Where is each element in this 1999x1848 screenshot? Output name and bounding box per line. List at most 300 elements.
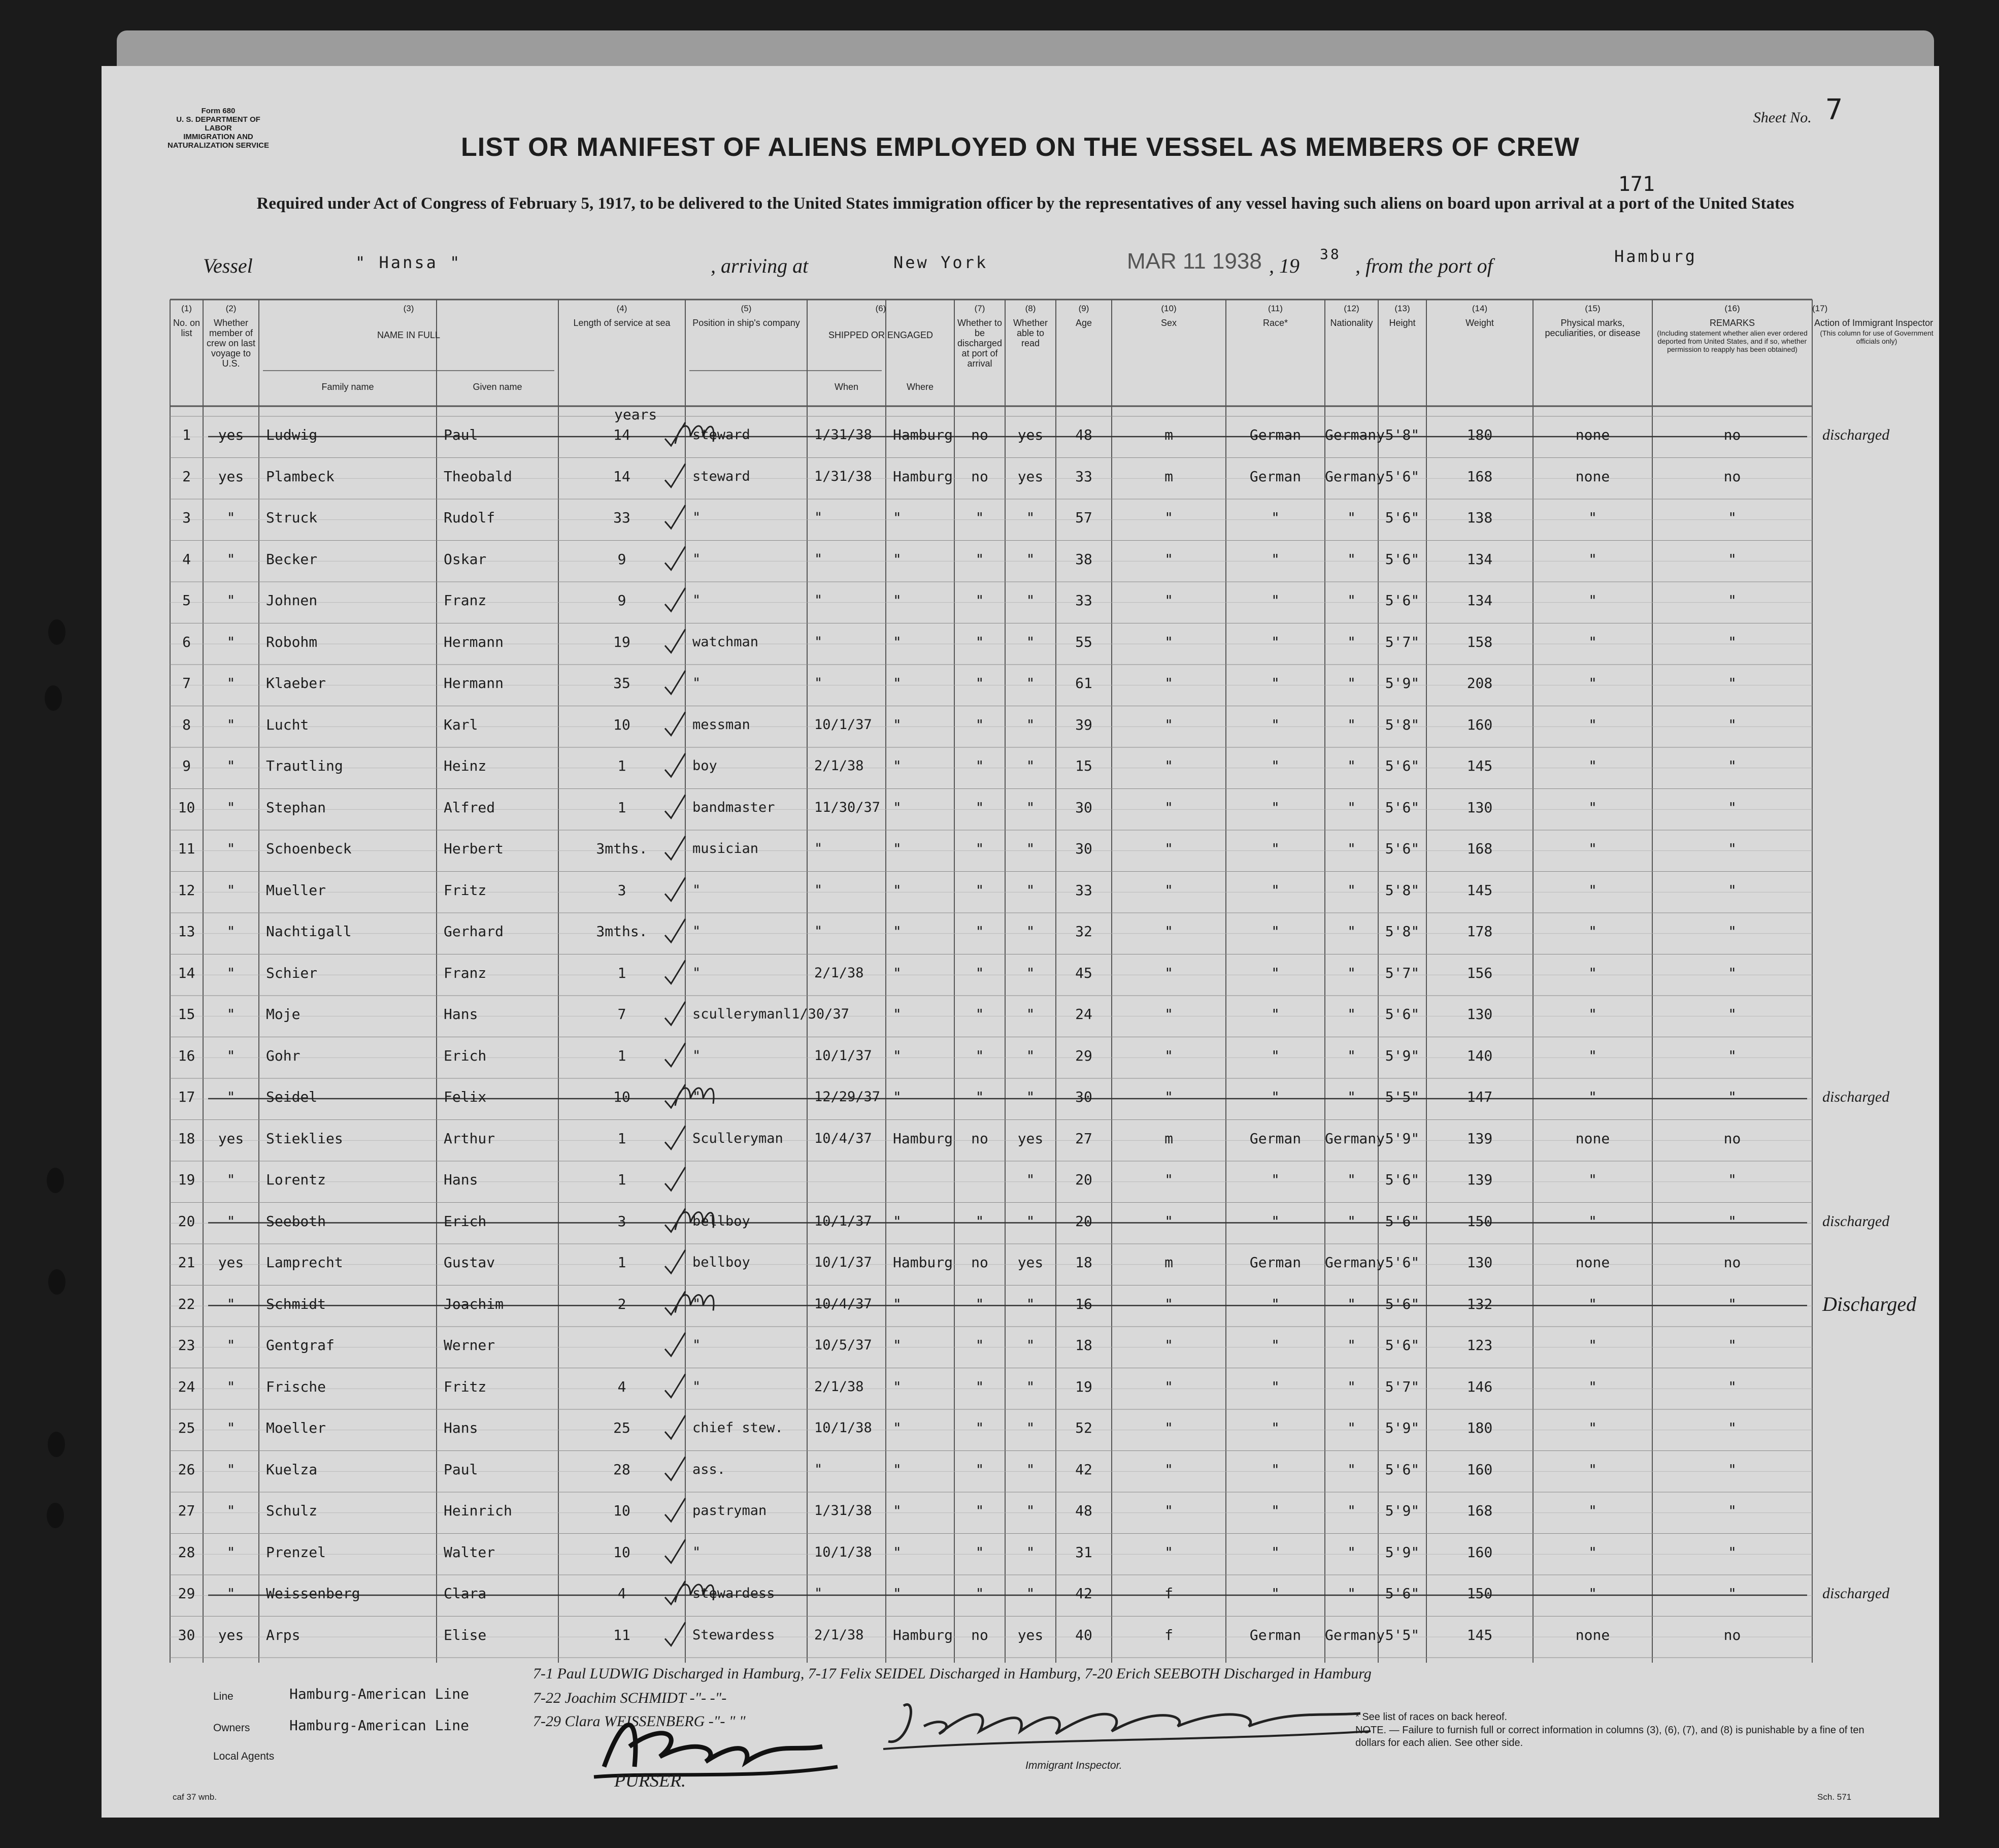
- cell-sex: ": [1164, 716, 1173, 733]
- cell-age: 33: [1075, 592, 1092, 609]
- cell-marks: ": [1588, 799, 1597, 816]
- cell-no: 18: [178, 1130, 195, 1147]
- cell-disch: ": [975, 716, 984, 733]
- column-header: Length of service at sea: [573, 318, 671, 328]
- cell-position: ": [692, 1544, 701, 1560]
- cell-age: 42: [1075, 1585, 1092, 1602]
- cell-weight: 168: [1467, 468, 1493, 485]
- cell-height: 5'6": [1385, 1295, 1420, 1312]
- cell-family: Lamprecht: [266, 1254, 343, 1271]
- cell-disch: ": [975, 1212, 984, 1230]
- cell-position: ": [692, 1378, 701, 1395]
- cell-disch: ": [975, 757, 984, 774]
- punch-hole: [48, 1269, 65, 1295]
- cell-given: Franz: [444, 592, 487, 609]
- column-header: No. on list: [173, 318, 201, 338]
- cell-no: 2: [182, 468, 191, 485]
- cell-read: ": [1026, 1502, 1035, 1519]
- cell-remarks: ": [1728, 881, 1737, 899]
- cell-where: ": [893, 592, 902, 609]
- cell-sex: m: [1164, 468, 1173, 485]
- cell-read: ": [1026, 1420, 1035, 1436]
- cell-last: ": [226, 1585, 236, 1602]
- cell-service: 1: [617, 1047, 626, 1064]
- cell-weight: 147: [1467, 1088, 1493, 1105]
- column-number: (6): [875, 304, 886, 313]
- cell-nat: ": [1347, 1543, 1356, 1561]
- cell-remarks: no: [1723, 1254, 1741, 1271]
- cell-marks: ": [1588, 592, 1597, 609]
- cell-family: Weissenberg: [266, 1585, 360, 1602]
- cell-when: ": [814, 1586, 823, 1601]
- cell-race: ": [1271, 923, 1280, 940]
- cell-given: Hans: [444, 1420, 478, 1436]
- column-header: Nationality: [1330, 318, 1373, 328]
- cell-when: 11/30/37: [814, 799, 881, 815]
- cell-no: 10: [178, 799, 195, 816]
- cell-last: yes: [218, 426, 244, 443]
- cell-race: ": [1271, 1088, 1280, 1105]
- cell-nat: Germany: [1325, 1130, 1385, 1147]
- year-prefix: , 19: [1269, 254, 1300, 277]
- cell-when: 1/31/38: [814, 1503, 872, 1519]
- cell-nat: ": [1347, 592, 1356, 609]
- cell-height: 5'9": [1385, 1130, 1420, 1147]
- cell-service: 3: [617, 1212, 626, 1230]
- column-note: (Including statement whether alien ever ordered deported from United States, and if so, whether permission to reapply has been obtained): [1657, 329, 1808, 353]
- column-number: (15): [1585, 304, 1601, 313]
- column-header: SHIPPED OR ENGAGED: [828, 330, 934, 340]
- column-number: (13): [1394, 304, 1410, 313]
- cell-sex: m: [1164, 1254, 1173, 1271]
- cell-given: Herbert: [444, 840, 504, 857]
- cell-read: ": [1026, 1212, 1035, 1230]
- form-number: Form 680: [201, 107, 236, 115]
- cell-position: bellboy: [692, 1255, 750, 1270]
- cell-family: Johnen: [266, 592, 318, 609]
- inspector-signature: [873, 1686, 1381, 1757]
- cell-nat: Germany: [1325, 1626, 1385, 1643]
- cell-marks: ": [1588, 1420, 1597, 1436]
- cell-age: 61: [1075, 675, 1092, 691]
- cell-age: 52: [1075, 1420, 1092, 1436]
- cell-service: 10: [613, 716, 630, 733]
- cell-height: 5'6": [1385, 1212, 1420, 1230]
- cell-no: 13: [178, 923, 195, 940]
- schedule-number: Sch. 571: [1817, 1792, 1852, 1802]
- cell-age: 57: [1075, 509, 1092, 526]
- cell-age: 18: [1075, 1254, 1092, 1271]
- cell-given: Erich: [444, 1212, 487, 1230]
- cell-sex: ": [1164, 633, 1173, 650]
- cell-no: 29: [178, 1585, 195, 1602]
- cell-weight: 145: [1467, 1626, 1493, 1643]
- handwritten-note-1: 7-1 Paul LUDWIG Discharged in Hamburg, 7-17 Felix SEIDEL Discharged in Hamburg, 7-20 Erich SEEBOTH Discharged in Hamburg: [533, 1665, 1372, 1682]
- cell-sex: ": [1164, 757, 1173, 774]
- cell-family: Lucht: [266, 716, 309, 733]
- cell-where: Hamburg: [893, 1254, 953, 1271]
- cell-last: ": [226, 1420, 236, 1436]
- cell-given: Elise: [444, 1626, 487, 1643]
- cell-no: 16: [178, 1047, 195, 1064]
- cell-age: 40: [1075, 1626, 1092, 1643]
- cell-age: 18: [1075, 1337, 1092, 1354]
- cell-race: ": [1271, 592, 1280, 609]
- cell-read: yes: [1017, 1254, 1044, 1271]
- cell-when: 10/5/37: [814, 1337, 872, 1353]
- cell-disch: ": [975, 509, 984, 526]
- column-note: (This column for use of Government officials only): [1820, 329, 1934, 345]
- cell-where: ": [893, 1420, 902, 1436]
- cell-when: ": [814, 551, 823, 567]
- cell-weight: 156: [1467, 964, 1493, 981]
- punch-hole: [47, 1503, 64, 1528]
- cell-marks: ": [1588, 633, 1597, 650]
- cell-race: ": [1271, 1212, 1280, 1230]
- manifest-page: Form 680 U. S. DEPARTMENT OF LABOR IMMIGRATION AND NATURALIZATION SERVICE Sheet No. 7 LIST OR MANIFEST OF ALIENS EMPLOYED ON THE VESSEL AS MEMBERS OF CREW 171 Required under Act of Congress of February 5, 1917, to be delivered to the United States immigration officer by the representatives of any vessel having such aliens on board upon arrival at a port of the United States Vessel " Hansa " , arriving at New York MAR 11 1938 , 19 38 , from the port of Hamburg (1) No. on list (2) Whether member of crew on last voyage to U.S. (3) NAME IN FULL Family name Given name (4) Length of service at sea (5) Position in ship's company (6) SHIPPED OR ENGAGED When Where (7) Whether to be discharged at port of arrival (8) Whether able to read (9) Age (10) Sex (11) Race* (12) Nationality (13) Height (14) Weight (15) Physical marks, peculiarities, or disease (16) REMARKS (Including statement whether alien ever ordered deported from United States, and if so, whether permission to reapply has been obtained) (17) Action of Immigrant Inspector (This column for use of Government officials only) years 1 yes Ludwig Paul 14 steward 1/31/38 Hamburg no yes 48 m German Germany 5'8" 180 none no discharged 2 yes Plambeck Theobald 14 steward 1/31/38 Hamburg no yes 33 m German Germany 5'6" 168 none no 3 " Struck Rudolf 33 " " " " " 57 " " " 5'6" 138 " " 4 " Becker Oskar 9 " " " " " 38 " " " 5'6" 134 " " 5 " Johnen Franz 9 " " " " " 33 " " " 5'6" 134 " " 6 " Robohm Hermann 19 watchman " " " " 55 " " " 5'7" 158 " " 7 " Klaeber Hermann 35 " " " " " 61 " " " 5'9" 208 " " 8 " Lucht Karl 10 messman 10/1/37 " " " 39 " " " 5'8" 160 " " 9 " Trautling Heinz 1 boy 2/1/38 " " " 15 " " " 5'6" 145 " " 10 " Stephan Alfred 1 bandmaster 11/30/37 " " " 30 " " " 5'6" 130 " " 11 " Schoenbeck Herbert 3mths. musician " " " " 30 " " " 5'6" 168 " " 12 " Mueller Fritz 3 " " " " " 33 " " " 5'8" 145 " " 13 " Nachtigall Gerhard 3mths. " " " " " 32 " " " 5'8" 178 " " 14 " Schier Franz 1 " 2/1/38 " " " 45 " " " 5'7" 156 " " 15 " Moje Hans 7 scullerymanl1/30/37 " " " 24 " " " 5'6" 130 " " 16 " Gohr Erich 1 " 10/1/37 " " " 29 " " " 5'9" 140 " " 17 " Seidel Felix 10 " 12/29/37 " " " 30 " " " 5'5" 147 " " discharged 18 yes Stieklies Arthur 1 Sculleryman 10/4/37 Hamburg no yes 27 m German Germany 5'9" 139 none no 19 " Lorentz Hans 1 " 20 " " " 5'6" 139 " " 20 " Seeboth Erich 3 bellboy 10/1/37 " " " 20 " " " 5'6" 150 " " discharged 21 yes Lamprecht Gustav 1 bellboy 10/1/37 Hamburg no yes 18 m German Germany 5'6" 130 none no 22 " Schmidt Joachim 2 " 10/4/37 " " " 16 " " " 5'6" 132 " " Discharged 23 " Gentgraf Werner " 10/5/37 " " " 18 " " " 5'6" 123 " " 24 " Frische Fritz 4 " 2/1/38 " " " 19 " " " 5'7" 146 " " 25 " Moeller Hans 25 chief stew. 10/1/38 " " " 52 " " " 5'9" 180 " " 26 " Kuelza Paul 28 ass. " " " " 42 " " " 5'6" 160 " " 27 " Schulz Heinrich 10 pastryman 1/31/38 " " " 48 " " " 5'9" 168 " " 28 " Prenzel Walter 10 " 10/1/38 " " " 31 " " " 5'9" 160 " " 29 " Weissenberg Clara 4 stewardess " " " " 42 f " " 5'6" 150 " " discharged 30 yes Arps Elise 11 Stewardess 2/1/38 Hamburg no yes 40 f German Germany 5'5" 145 none no Line Hamburg-American Line Owners Hamburg-American Line Local Agents 7-1 Paul LUDWIG Discharged in Hamburg, 7-17 Felix SEIDEL Discharged in Hamburg, 7-20 Erich SEEBOTH Discharged in Hamburg 7-22 Joachim SCHMIDT -"- -"- 7-29 Clara WEISSENBERG -"- " " PURSER. Immigrant Inspector. * See list of races on back hereof. NOTE. — Failure to furnish full or correct information in columns (3), (6), (7), and (8) is punishable by a fine of ten dollars for each alien. See other side. caf 37 wnb. Sch. 571: [102, 66, 1939, 1818]
- service-name: IMMIGRATION AND NATURALIZATION SERVICE: [168, 133, 270, 150]
- cell-height: 5'5": [1385, 1088, 1420, 1105]
- cell-sex: ": [1164, 1295, 1173, 1312]
- cell-family: Stephan: [266, 799, 326, 816]
- cell-action: Discharged: [1822, 1292, 1917, 1315]
- cell-nat: ": [1347, 1047, 1356, 1064]
- cell-remarks: no: [1723, 1626, 1741, 1643]
- cell-position: Sculleryman: [692, 1130, 783, 1146]
- cell-where: ": [893, 964, 902, 981]
- cell-given: Rudolf: [444, 509, 495, 526]
- cell-no: 8: [182, 716, 191, 733]
- cell-read: ": [1026, 592, 1035, 609]
- vessel-name: " Hansa ": [355, 253, 462, 272]
- cell-where: ": [893, 923, 902, 940]
- cell-no: 4: [182, 550, 191, 568]
- cell-race: ": [1271, 1378, 1280, 1395]
- cell-sex: ": [1164, 1212, 1173, 1230]
- cell-family: Kuelza: [266, 1461, 318, 1478]
- cell-nat: ": [1347, 1502, 1356, 1519]
- cell-nat: ": [1347, 633, 1356, 650]
- cell-nat: ": [1347, 1295, 1356, 1312]
- cell-when: 1/31/38: [814, 427, 872, 443]
- cell-when: 10/1/38: [814, 1420, 872, 1436]
- cell-height: 5'6": [1385, 1171, 1420, 1188]
- cell-remarks: ": [1728, 1337, 1737, 1354]
- cell-disch: ": [975, 550, 984, 568]
- cell-marks: ": [1588, 964, 1597, 981]
- cell-when: 2/1/38: [814, 965, 864, 981]
- cell-position: steward: [692, 427, 750, 443]
- cell-weight: 158: [1467, 633, 1493, 650]
- column-number: (16): [1724, 304, 1740, 313]
- cell-where: ": [893, 550, 902, 568]
- cell-last: ": [226, 923, 236, 940]
- cell-remarks: no: [1723, 468, 1741, 485]
- cell-remarks: ": [1728, 964, 1737, 981]
- cell-sex: m: [1164, 1130, 1173, 1147]
- cell-service: 14: [613, 468, 630, 485]
- cell-marks: none: [1575, 1130, 1610, 1147]
- cell-family: Mueller: [266, 881, 326, 899]
- cell-age: 24: [1075, 1006, 1092, 1022]
- cell-service: 1: [617, 757, 626, 774]
- cell-service: 3mths.: [596, 840, 648, 857]
- cell-height: 5'8": [1385, 716, 1420, 733]
- reference-number: 171: [1618, 173, 1655, 196]
- cell-last: ": [226, 550, 236, 568]
- handwritten-note-2: 7-22 Joachim SCHMIDT -"- -"-: [533, 1690, 727, 1706]
- column-number: (14): [1472, 304, 1488, 313]
- cell-race: ": [1271, 1585, 1280, 1602]
- cell-nat: ": [1347, 1420, 1356, 1436]
- cell-nat: Germany: [1325, 468, 1385, 485]
- cell-family: Seeboth: [266, 1212, 326, 1230]
- cell-disch: ": [975, 1295, 984, 1312]
- cell-weight: 150: [1467, 1585, 1493, 1602]
- cell-disch: ": [975, 1461, 984, 1478]
- cell-remarks: ": [1728, 675, 1737, 691]
- cell-read: ": [1026, 1378, 1035, 1395]
- cell-no: 11: [178, 840, 195, 857]
- cell-where: ": [893, 509, 902, 526]
- cell-given: Fritz: [444, 881, 487, 899]
- cell-weight: 180: [1467, 1420, 1493, 1436]
- cell-given: Heinrich: [444, 1502, 512, 1519]
- cell-where: ": [893, 1006, 902, 1022]
- cell-weight: 139: [1467, 1130, 1493, 1147]
- cell-marks: ": [1588, 1461, 1597, 1478]
- cell-race: German: [1249, 1130, 1302, 1147]
- cell-height: 5'9": [1385, 1502, 1420, 1519]
- cell-read: yes: [1017, 1130, 1044, 1147]
- cell-service: 14: [613, 426, 630, 443]
- cell-marks: none: [1575, 426, 1610, 443]
- cell-when: 2/1/38: [814, 1627, 864, 1643]
- cell-nat: ": [1347, 1461, 1356, 1478]
- cell-remarks: ": [1728, 592, 1737, 609]
- cell-when: 2/1/38: [814, 1378, 864, 1395]
- cell-race: ": [1271, 550, 1280, 568]
- cell-marks: ": [1588, 757, 1597, 774]
- cell-nat: ": [1347, 1378, 1356, 1395]
- cell-disch: ": [975, 1047, 984, 1064]
- cell-age: 32: [1075, 923, 1092, 940]
- cell-weight: 134: [1467, 592, 1493, 609]
- cell-nat: ": [1347, 1171, 1356, 1188]
- cell-where: Hamburg: [893, 468, 953, 485]
- cell-no: 27: [178, 1502, 195, 1519]
- column-header: Whether to be discharged at port of arrival: [957, 318, 1003, 369]
- cell-no: 3: [182, 509, 191, 526]
- column-header: Height: [1389, 318, 1416, 328]
- sheet-label: Sheet No.: [1753, 109, 1812, 126]
- cell-read: yes: [1017, 426, 1044, 443]
- cell-weight: 208: [1467, 675, 1493, 691]
- cell-age: 30: [1075, 799, 1092, 816]
- cell-family: Prenzel: [266, 1543, 326, 1561]
- cell-sex: f: [1164, 1585, 1173, 1602]
- cell-disch: ": [975, 1543, 984, 1561]
- cell-age: 16: [1075, 1295, 1092, 1312]
- cell-family: Schmidt: [266, 1295, 326, 1312]
- cell-remarks: ": [1728, 923, 1737, 940]
- cell-no: 26: [178, 1461, 195, 1478]
- cell-where: ": [893, 1461, 902, 1478]
- column-subheader: When: [834, 382, 859, 392]
- cell-position: ": [692, 1089, 701, 1105]
- cell-when: ": [814, 841, 823, 856]
- cell-family: Ludwig: [266, 426, 318, 443]
- cell-no: 17: [178, 1088, 195, 1105]
- cell-race: ": [1271, 633, 1280, 650]
- cell-position: ": [692, 1337, 701, 1353]
- cell-age: 30: [1075, 840, 1092, 857]
- cell-service: 1: [617, 1254, 626, 1271]
- cell-disch: ": [975, 1088, 984, 1105]
- cell-nat: ": [1347, 550, 1356, 568]
- cell-position: chief stew.: [692, 1420, 783, 1436]
- cell-height: 5'5": [1385, 1626, 1420, 1643]
- cell-when: 10/1/37: [814, 1255, 872, 1270]
- cell-given: Alfred: [444, 799, 495, 816]
- cell-family: Nachtigall: [266, 923, 352, 940]
- cell-read: ": [1026, 550, 1035, 568]
- cell-read: ": [1026, 509, 1035, 526]
- cell-where: ": [893, 1088, 902, 1105]
- cell-disch: ": [975, 881, 984, 899]
- cell-remarks: ": [1728, 1585, 1737, 1602]
- cell-marks: none: [1575, 1254, 1610, 1271]
- cell-position: ": [692, 923, 701, 939]
- department-name: U. S. DEPARTMENT OF LABOR: [176, 115, 260, 133]
- cell-position: steward: [692, 468, 750, 484]
- cell-no: 15: [178, 1006, 195, 1022]
- column-number: (11): [1268, 304, 1283, 313]
- cell-when: 10/1/37: [814, 1047, 872, 1064]
- year-value: 38: [1320, 246, 1341, 262]
- cell-no: 6: [182, 633, 191, 650]
- cell-age: 48: [1075, 1502, 1092, 1519]
- cell-marks: ": [1588, 1212, 1597, 1230]
- cell-sex: ": [1164, 881, 1173, 899]
- cell-family: Gohr: [266, 1047, 301, 1064]
- cell-remarks: ": [1728, 1212, 1737, 1230]
- cell-family: Schulz: [266, 1502, 318, 1519]
- cell-read: ": [1026, 1585, 1035, 1602]
- cell-when: 12/29/37: [814, 1089, 881, 1105]
- cell-nat: ": [1347, 1088, 1356, 1105]
- cell-nat: ": [1347, 1006, 1356, 1022]
- cell-height: 5'7": [1385, 633, 1420, 650]
- cell-read: ": [1026, 716, 1035, 733]
- cell-where: Hamburg: [893, 1626, 953, 1643]
- column-header: REMARKS: [1709, 318, 1755, 328]
- cell-sex: ": [1164, 1088, 1173, 1105]
- cell-action: discharged: [1822, 1585, 1890, 1602]
- owners-label: Owners: [213, 1722, 250, 1734]
- cell-marks: ": [1588, 675, 1597, 691]
- cell-marks: ": [1588, 1502, 1597, 1519]
- cell-nat: ": [1347, 1337, 1356, 1354]
- cell-age: 33: [1075, 881, 1092, 899]
- cell-age: 19: [1075, 1378, 1092, 1395]
- cell-sex: ": [1164, 1171, 1173, 1188]
- cell-last: yes: [218, 468, 244, 485]
- cell-weight: 130: [1467, 799, 1493, 816]
- cell-remarks: ": [1728, 1047, 1737, 1064]
- cell-when: ": [814, 592, 823, 608]
- cell-given: Walter: [444, 1543, 495, 1561]
- cell-last: ": [226, 1543, 236, 1561]
- cell-no: 19: [178, 1171, 195, 1188]
- column-header: Physical marks, peculiarities, or disease: [1545, 318, 1641, 338]
- cell-position: ": [692, 551, 701, 567]
- cell-race: ": [1271, 840, 1280, 857]
- cell-age: 15: [1075, 757, 1092, 774]
- cell-remarks: ": [1728, 550, 1737, 568]
- cell-age: 33: [1075, 468, 1092, 485]
- date-stamp: MAR 11 1938: [1127, 249, 1262, 274]
- cell-nat: ": [1347, 799, 1356, 816]
- arriving-label: , arriving at: [711, 254, 809, 277]
- cell-where: Hamburg: [893, 426, 953, 443]
- cell-marks: ": [1588, 509, 1597, 526]
- cell-service: 10: [613, 1088, 630, 1105]
- cell-service: 33: [613, 509, 630, 526]
- cell-family: Schier: [266, 964, 318, 981]
- cell-no: 24: [178, 1378, 195, 1395]
- cell-marks: ": [1588, 1171, 1597, 1188]
- cell-remarks: ": [1728, 799, 1737, 816]
- cell-service: 1: [617, 964, 626, 981]
- punch-hole: [47, 1168, 64, 1193]
- cell-race: ": [1271, 1420, 1280, 1436]
- cell-race: German: [1249, 426, 1302, 443]
- cell-position: Stewardess: [692, 1627, 775, 1643]
- cell-given: Paul: [444, 1461, 478, 1478]
- line-label: Line: [213, 1691, 234, 1702]
- cell-when: ": [814, 634, 823, 650]
- cell-sex: ": [1164, 592, 1173, 609]
- cell-height: 5'8": [1385, 426, 1420, 443]
- column-number: (4): [616, 304, 627, 313]
- column-header: Race*: [1262, 318, 1288, 328]
- cell-last: ": [226, 1047, 236, 1064]
- cell-last: ": [226, 1378, 236, 1395]
- cell-nat: ": [1347, 509, 1356, 526]
- cell-where: ": [893, 1337, 902, 1354]
- cell-weight: 123: [1467, 1337, 1493, 1354]
- cell-remarks: ": [1728, 757, 1737, 774]
- cell-read: ": [1026, 799, 1035, 816]
- cell-disch: ": [975, 1337, 984, 1354]
- cell-last: ": [226, 840, 236, 857]
- cell-given: Hans: [444, 1006, 478, 1022]
- cell-where: ": [893, 675, 902, 691]
- cell-read: ": [1026, 675, 1035, 691]
- cell-position: ": [692, 592, 701, 608]
- cell-last: yes: [218, 1254, 244, 1271]
- cell-sex: ": [1164, 1543, 1173, 1561]
- cell-last: ": [226, 1295, 236, 1312]
- cell-remarks: ": [1728, 509, 1737, 526]
- cell-given: Hans: [444, 1171, 478, 1188]
- cell-disch: ": [975, 1006, 984, 1022]
- cell-height: 5'6": [1385, 1461, 1420, 1478]
- cell-nat: ": [1347, 881, 1356, 899]
- cell-read: ": [1026, 1543, 1035, 1561]
- cell-age: 45: [1075, 964, 1092, 981]
